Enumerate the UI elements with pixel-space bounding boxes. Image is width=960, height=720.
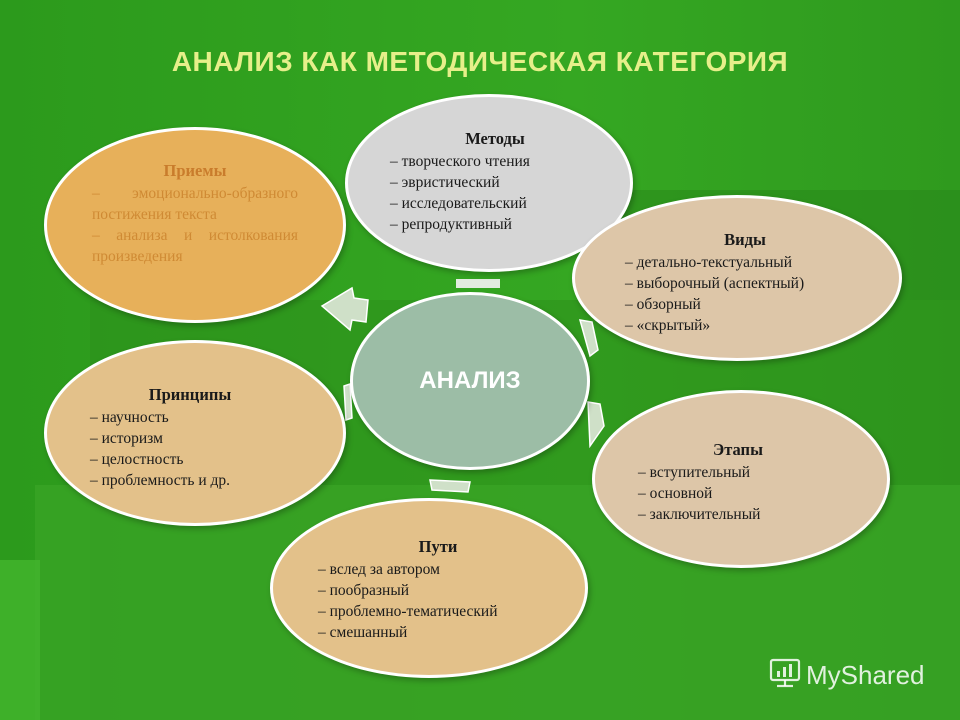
- puti-item: – смешанный: [318, 624, 408, 641]
- metody-text: [390, 128, 600, 235]
- metody-item: – репродуктивный: [390, 216, 512, 233]
- vidy-item: – детально-текстуальный: [625, 254, 792, 271]
- vidy-item: – обзорный: [625, 296, 701, 313]
- arrow-metody-bottom: [456, 279, 500, 288]
- metody-item: – эвристический: [390, 174, 500, 191]
- vidy-item: – выборочный (аспектный): [625, 275, 805, 292]
- vidy-heading: Виды: [724, 230, 766, 249]
- etapy-item: – заключительный: [638, 506, 761, 523]
- slide-title: АНАЛИЗ КАК МЕТОДИЧЕСКАЯ КАТЕГОРИЯ: [171, 46, 789, 77]
- principy-heading: Принципы: [148, 385, 232, 404]
- principy-item: – историзм: [90, 430, 163, 447]
- priemy-item: – анализа и истолкования произведения: [92, 227, 298, 265]
- principy-text: [90, 384, 290, 491]
- puti-item: – вслед за автором: [318, 561, 440, 578]
- arrow-to-etapy: [588, 402, 604, 446]
- center-label: АНАЛИЗ: [419, 367, 521, 394]
- priemy-heading: Приемы: [163, 161, 227, 180]
- metody-heading: Методы: [465, 129, 525, 148]
- etapy-heading: Этапы: [713, 440, 763, 459]
- vidy-text: [625, 229, 865, 336]
- priemy-item: – эмоционально-образного постижения текста: [92, 185, 298, 223]
- principy-item: – проблемность и др.: [90, 472, 231, 489]
- myshared-watermark: [768, 657, 938, 693]
- watermark-text: MyShared: [806, 659, 925, 690]
- puti-item: – проблемно-тематический: [318, 603, 498, 620]
- metody-item: – творческого чтения: [390, 153, 530, 170]
- puti-item: – пообразный: [318, 582, 410, 599]
- etapy-text: [638, 439, 838, 525]
- node-center: [350, 292, 590, 470]
- principy-item: – целостность: [90, 451, 184, 468]
- etapy-item: – вступительный: [638, 464, 751, 481]
- principy-item: – научность: [90, 409, 169, 426]
- puti-text: [318, 536, 558, 643]
- metody-item: – исследовательский: [390, 195, 527, 212]
- arrow-to-puti: [430, 480, 470, 492]
- myshared-logo-icon: [768, 656, 802, 695]
- priemy-text: [92, 160, 298, 267]
- puti-heading: Пути: [418, 537, 458, 556]
- vidy-item: – «скрытый»: [625, 317, 711, 334]
- etapy-item: – основной: [638, 485, 713, 502]
